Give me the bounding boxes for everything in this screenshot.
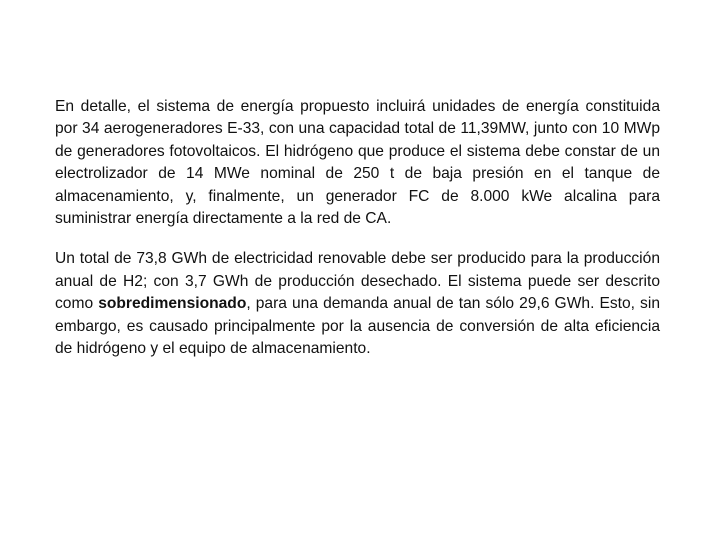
paragraph-production-summary xyxy=(55,248,660,360)
text-body xyxy=(55,96,660,360)
paragraph-2-text-start: Un total de 73,8 GWh de electricidad renovable debe ser producido para la producción anual de H2; con 3,7 GWh de producción desechado. El sistema puede ser descrito como xyxy=(55,250,660,313)
paragraph-2-text-end: , para una demanda anual de tan sólo 29,6 GWh. Esto, sin embargo, es causado principalmente por la ausencia de conversión de alta eficiencia de hidrógeno y el equipo de almacenamiento. xyxy=(55,295,660,358)
bold-term-oversized: sobredimensionado xyxy=(98,295,247,313)
paragraph-energy-system: En detalle, el sistema de energía propuesto incluirá unidades de energía constituida por 34 aerogeneradores E-33, con una capacidad total de 11,39MW, junto con 10 MWp de generadores fotovoltaicos. El hidrógeno que produce el sistema debe constar de un electrolizador de 14 MWe nominal de 250 t de baja presión en el tanque de almacenamiento, y, finalmente, un generador FC de 8.000 kWe alcalina para suministrar energía directamente a la red de CA. xyxy=(55,98,660,228)
